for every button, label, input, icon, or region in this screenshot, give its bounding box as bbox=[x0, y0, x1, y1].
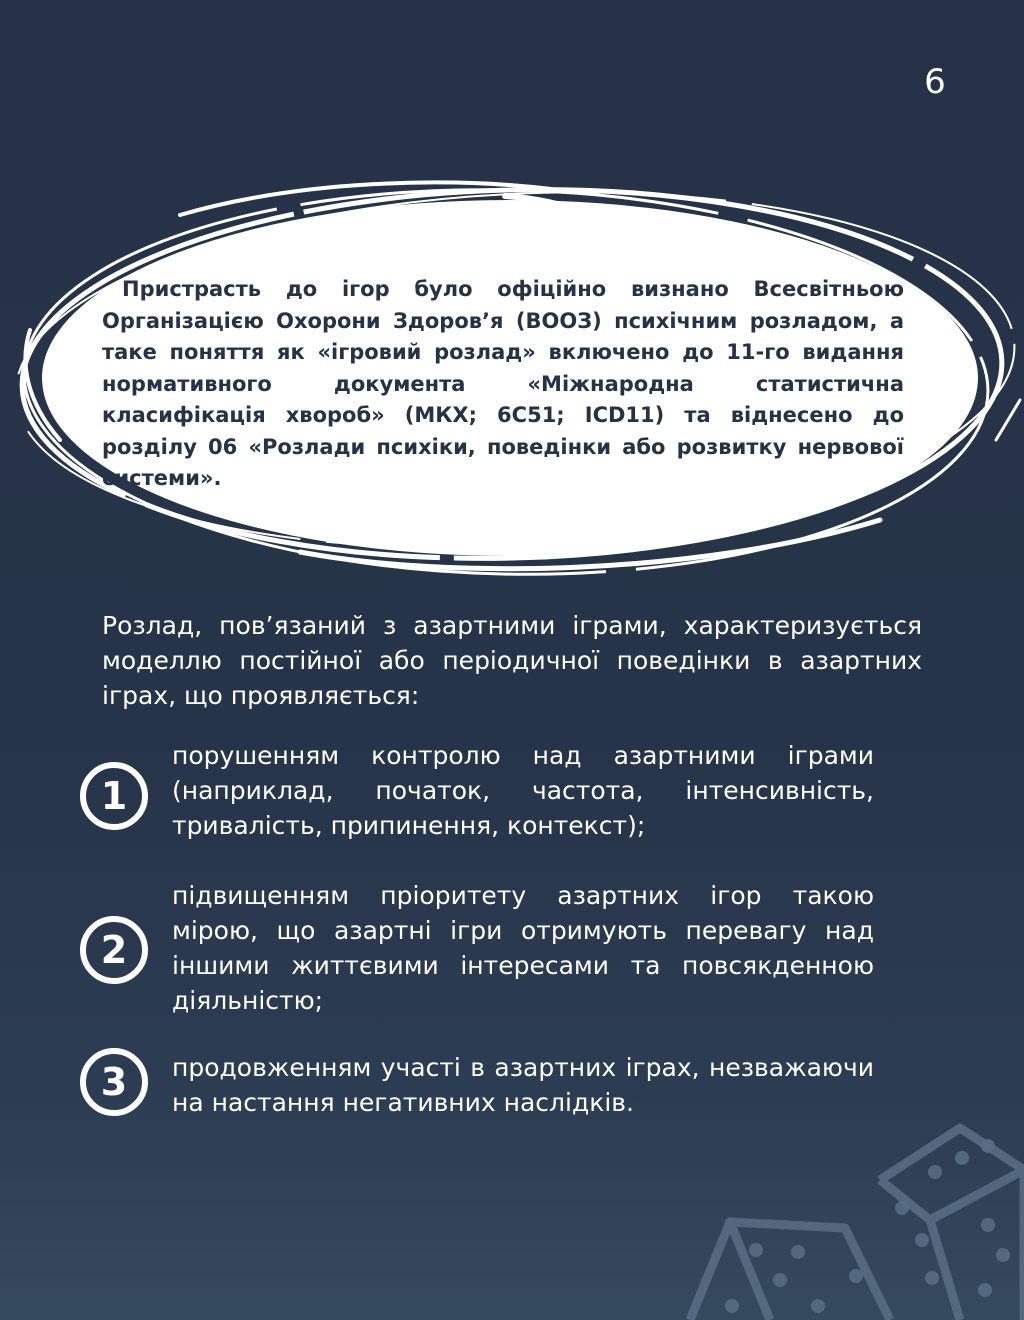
dice-outline-icon bbox=[670, 1110, 1024, 1320]
highlight-text: Пристрасть до ігор було офіційно визнано Всесвітньою Організацією Охорони Здоров’я (ВООЗ) психічним розладом, а таке поняття як «ігровий розлад» включено до 11-го видання нормативного документа «Міжнародна статистична класифікація хвороб» (МКХ; 6С51; ICD11) та віднесено до розділу 06 «Розлади психіки, поведінки або розвитку нервової системи». bbox=[102, 277, 904, 490]
page-number: 6 bbox=[924, 62, 946, 102]
number-circle-2: 2 bbox=[80, 916, 148, 984]
list-item-text: порушенням контролю над азартними іграми (наприклад, початок, частота, інтенсивність, тривалість, припинення, контекст); bbox=[172, 741, 874, 840]
number-circle-1: 1 bbox=[80, 762, 148, 830]
list-item-text: продовженням участі в азартних іграх, незважаючи на настання негативних наслідків. bbox=[172, 1053, 874, 1117]
number-circle-3: 3 bbox=[80, 1048, 148, 1116]
list-item-text: підвищенням пріоритету азартних ігор такою мірою, що азартні ігри отримують перевагу над іншими життєвими інтересами та повсякденною діяльністю; bbox=[172, 881, 874, 1015]
intro-paragraph: Розлад, пов’язаний з азартними іграми, характеризується моделлю постійної або періодичної поведінки в азартних іграх, що проявляється: bbox=[102, 611, 922, 710]
